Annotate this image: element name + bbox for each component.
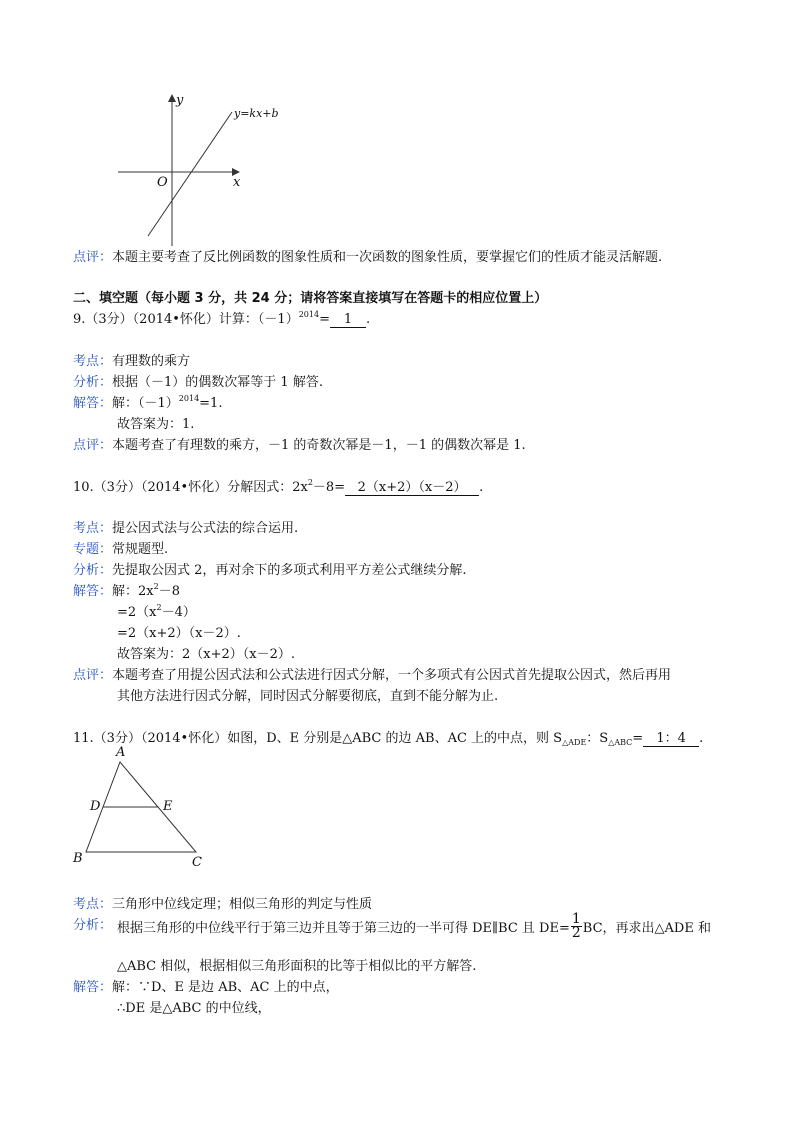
q9-exponent: 2014	[298, 310, 320, 319]
q10-step3: =2（x+2）（x－2）.	[117, 626, 241, 641]
function-line	[148, 112, 232, 236]
q9-jieda	[73, 392, 222, 411]
step2-rest: －4）	[161, 605, 196, 620]
jieda-label: 解答：	[73, 584, 113, 599]
q9-stem-text: 9.（3分）（2014•怀化）计算：（－1）	[73, 312, 299, 327]
q10-fenxi	[73, 559, 467, 578]
section-heading: 二、填空题（每小题 3 分，共 24 分；请将答案直接填写在答题卡的相应位置上）	[73, 291, 548, 306]
q11-period: .	[699, 731, 704, 746]
jieda-label: 解答：	[73, 980, 113, 995]
q11-jieda-line2: ∴DE 是△ABC 的中位线，	[117, 1001, 271, 1016]
linear-function-graph	[110, 88, 300, 248]
q10-jieda	[73, 580, 180, 599]
fraction-denominator: 2	[571, 925, 581, 941]
q10-stem	[73, 476, 483, 496]
fraction-numerator: 1	[571, 911, 581, 927]
q10-zhuanti	[73, 538, 168, 557]
q9-kaodian	[73, 350, 190, 369]
fenxi-label: 分析：	[73, 563, 113, 578]
step2-sup: 2	[156, 603, 162, 612]
q11-sub-ade: △ADE	[562, 738, 587, 747]
q11-stem-text: 11.（3分）（2014•怀化）如图，D、E 分别是△ABC 的边 AB、AC 上的中点，则 S	[73, 731, 563, 746]
q11-equals: =	[632, 731, 644, 746]
x-axis-label: x	[233, 175, 241, 190]
review-text: 本题主要考查了反比例函数的图象性质和一次函数的图象性质，要掌握它们的性质才能灵活解题.	[112, 250, 663, 265]
q11-sub-abc: △ABC	[608, 738, 633, 747]
q11-jieda	[73, 976, 339, 995]
zhuanti-text: 常规题型.	[112, 542, 169, 557]
kaodian-label: 考点：	[73, 897, 113, 912]
q9-equals: =	[319, 312, 330, 327]
dianping-label: 点评：	[73, 668, 113, 683]
q10-stem-rest: －8=	[312, 480, 346, 495]
point-e: E	[163, 799, 173, 814]
q9-final: 故答案为：1.	[117, 417, 195, 432]
fraction-half	[571, 913, 582, 940]
zhuanti-label: 专题：	[73, 542, 113, 557]
q10-final: 故答案为：2（x+2）（x－2）.	[117, 647, 296, 662]
dianping-line1: 本题考查了用提公因式法和公式法进行因式分解，一个多项式有公因式首先提取公因式，然后再用	[112, 668, 672, 683]
kaodian-text: 提公因式法与公式法的综合运用.	[112, 521, 299, 536]
jieda-line1: 解：∵D、E 是边 AB、AC 上的中点，	[112, 980, 339, 995]
q10-dianping	[73, 664, 671, 683]
vertex-b: B	[73, 851, 83, 866]
q10-period: .	[479, 480, 484, 495]
q10-step2	[117, 601, 196, 620]
fenxi-text: 根据三角形的中位线平行于第三边并且等于第三边的一半可得 DE∥BC 且 DE=	[117, 921, 570, 936]
q9-fenxi	[73, 371, 323, 390]
kaodian-text: 有理数的乘方	[112, 354, 191, 369]
kaodian-text: 三角形中位线定理；相似三角形的判定与性质	[112, 897, 373, 912]
triangle-figure	[66, 742, 216, 870]
y-axis-label: y	[176, 93, 184, 108]
q10-answer: 2（x+2）（x－2）	[345, 480, 479, 496]
q10-sup: 2	[307, 478, 313, 487]
q11-answer: 1：4	[643, 731, 699, 747]
review-label: 点评：	[73, 250, 113, 265]
jieda-exponent: 2014	[178, 394, 200, 403]
dianping-text: 本题考查了有理数的乘方，－1 的奇数次幂是－1，－1 的偶数次幂是 1.	[112, 438, 526, 453]
vertex-c: C	[192, 855, 202, 870]
fenxi-text-rest: BC，再求出△ADE 和	[582, 921, 711, 936]
q10-stem-text: 10.（3分）（2014•怀化）分解因式：2x	[73, 480, 308, 495]
kaodian-label: 考点：	[73, 521, 113, 536]
q9-stem	[73, 308, 370, 328]
q9-period: .	[365, 312, 371, 327]
fenxi-label: 分析：	[73, 375, 113, 390]
vertex-a: A	[116, 745, 126, 760]
q11-fenxi-line1	[117, 913, 711, 940]
fenxi-text: 根据（－1）的偶数次幂等于 1 解答.	[112, 375, 323, 390]
dianping-label: 点评：	[73, 438, 113, 453]
line-label: y=kx+b	[234, 107, 279, 120]
q10-dianping-line2: 其他方法进行因式分解，同时因式分解要彻底，直到不能分解为止.	[117, 689, 499, 704]
point-d: D	[90, 799, 101, 814]
jieda-result: =1.	[199, 396, 223, 411]
q11-kaodian	[73, 893, 372, 912]
origin-label: O	[157, 175, 168, 190]
y-axis-arrow	[168, 94, 176, 102]
jieda-label: 解答：	[73, 396, 113, 411]
step1-sup: 2	[153, 582, 159, 591]
fenxi-label: 分析：	[73, 918, 113, 933]
fenxi-text: 先提取公因式 2，再对余下的多项式利用平方差公式继续分解.	[112, 563, 467, 578]
q11-colon: ：S	[586, 731, 609, 746]
kaodian-label: 考点：	[73, 354, 113, 369]
jieda-text: 解：（－1）	[112, 396, 179, 411]
step2: =2（x	[117, 605, 157, 620]
q9-dianping	[73, 434, 526, 453]
q11-fenxi-label	[73, 914, 112, 933]
q10-kaodian	[73, 517, 298, 536]
review-8	[73, 246, 662, 265]
step1: 解：2x	[112, 584, 154, 599]
step1-rest: －8	[158, 584, 180, 599]
q9-answer: 1	[330, 312, 366, 328]
q11-fenxi-line2: △ABC 相似，根据相似三角形面积的比等于相似比的平方解答.	[117, 959, 477, 974]
